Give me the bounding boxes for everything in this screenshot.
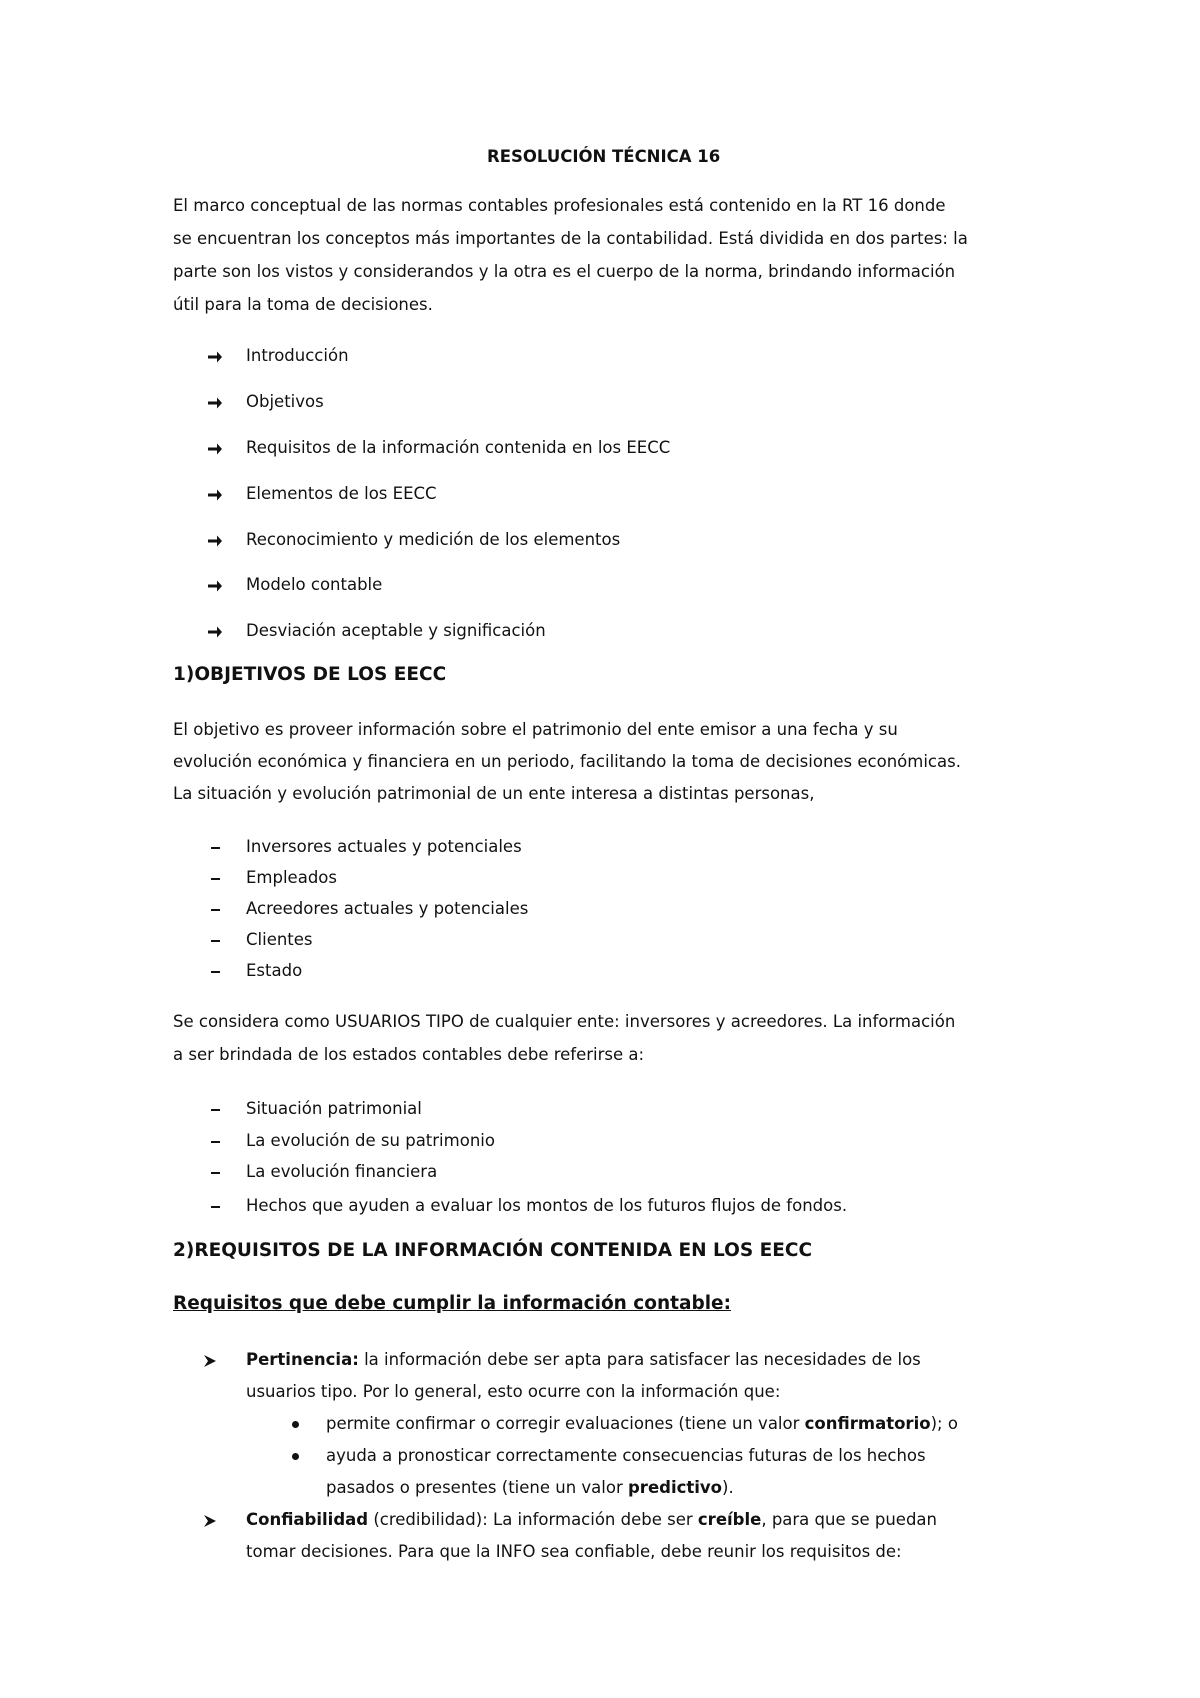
arrow-right-icon xyxy=(207,625,223,639)
toc-item: Elementos de los EECC xyxy=(246,484,437,503)
section-heading: 1)OBJETIVOS DE LOS EECC xyxy=(173,664,447,685)
user-item: Empleados xyxy=(246,868,337,887)
dash-bullet xyxy=(211,971,220,973)
topic-item: Situación patrimonial xyxy=(246,1099,422,1118)
text: ). xyxy=(722,1478,734,1497)
intro-line: se encuentran los conceptos más importantes de la contabilidad. Está dividida en dos partes: la xyxy=(173,229,968,248)
toc-item: Requisitos de la información contenida en los EECC xyxy=(246,438,671,457)
section1-line: La situación y evolución patrimonial de un ente interesa a distintas personas, xyxy=(173,784,815,803)
intro-line: útil para la toma de decisiones. xyxy=(173,295,433,314)
user-item: Acreedores actuales y potenciales xyxy=(246,899,529,918)
pertinencia-line: usuarios tipo. Por lo general, esto ocurre con la información que: xyxy=(246,1382,781,1401)
section1-line: El objetivo es proveer información sobre el patrimonio del ente emisor a una fecha y su xyxy=(173,720,898,739)
text: permite confirmar o corregir evaluaciones (tiene un valor xyxy=(326,1414,805,1433)
page-title: RESOLUCIÓN TÉCNICA 16 xyxy=(487,147,721,166)
arrow-right-icon xyxy=(207,579,223,593)
text: (credibilidad): La información debe ser xyxy=(368,1510,698,1529)
dash-bullet xyxy=(211,1172,220,1174)
dash-bullet xyxy=(211,1206,220,1208)
pertinencia-line xyxy=(246,1345,921,1375)
user-item: Inversores actuales y potenciales xyxy=(246,837,522,856)
text: ); o xyxy=(930,1414,958,1433)
toc-item: Reconocimiento y medición de los elementos xyxy=(246,530,621,549)
term-label: Pertinencia: xyxy=(246,1350,359,1369)
user-item: Estado xyxy=(246,961,303,980)
topic-item: La evolución financiera xyxy=(246,1162,438,1181)
toc-item: Modelo contable xyxy=(246,575,383,594)
pertinencia-bullet: ayuda a pronosticar correctamente consecuencias futuras de los hechos xyxy=(326,1446,926,1465)
arrow-right-icon xyxy=(207,350,223,364)
toc-item: Desviación aceptable y significación xyxy=(246,621,546,640)
intro-line: El marco conceptual de las normas contables profesionales está contenido en la RT 16 donde xyxy=(173,196,946,215)
term-label: Confiabilidad xyxy=(246,1510,369,1529)
arrow-right-icon xyxy=(207,396,223,410)
dash-bullet xyxy=(211,909,220,911)
confiabilidad-line xyxy=(246,1505,937,1535)
user-item: Clientes xyxy=(246,930,313,949)
pertinencia-bullet xyxy=(326,1473,734,1503)
topic-item: La evolución de su patrimonio xyxy=(246,1131,495,1150)
arrow-right-icon xyxy=(207,442,223,456)
emphasis: creíble xyxy=(697,1510,762,1529)
section1-line: evolución económica y financiera en un periodo, facilitando la toma de decisiones económicas. xyxy=(173,752,961,771)
subheading: Requisitos que debe cumplir la información contable: xyxy=(173,1293,731,1314)
chevron-right-icon xyxy=(203,1354,217,1368)
pertinencia-bullet xyxy=(326,1409,958,1439)
dash-bullet xyxy=(211,878,220,880)
dash-bullet xyxy=(211,940,220,942)
arrow-right-icon xyxy=(207,488,223,502)
dash-bullet xyxy=(211,1141,220,1143)
toc-item: Objetivos xyxy=(246,392,324,411)
intro-line: parte son los vistos y considerandos y la otra es el cuerpo de la norma, brindando información xyxy=(173,262,956,281)
topic-item: Hechos que ayuden a evaluar los montos de los futuros flujos de fondos. xyxy=(246,1196,848,1215)
toc-item: Introducción xyxy=(246,346,349,365)
bullet-dot xyxy=(292,1453,299,1460)
section1-line: a ser brindada de los estados contables debe referirse a: xyxy=(173,1045,645,1064)
section-heading: 2)REQUISITOS DE LA INFORMACIÓN CONTENIDA EN LOS EECC xyxy=(173,1240,813,1261)
section1-line: Se considera como USUARIOS TIPO de cualquier ente: inversores y acreedores. La información xyxy=(173,1012,956,1031)
dash-bullet xyxy=(211,1109,220,1111)
bullet-dot xyxy=(292,1421,299,1428)
arrow-right-icon xyxy=(207,534,223,548)
confiabilidad-line: tomar decisiones. Para que la INFO sea confiable, debe reunir los requisitos de: xyxy=(246,1542,902,1561)
text: la información debe ser apta para satisfacer las necesidades de los xyxy=(358,1350,921,1369)
dash-bullet xyxy=(211,847,220,849)
emphasis: predictivo xyxy=(628,1478,723,1497)
chevron-right-icon xyxy=(203,1514,217,1528)
text: , para que se puedan xyxy=(761,1510,937,1529)
emphasis: confirmatorio xyxy=(804,1414,931,1433)
text: pasados o presentes (tiene un valor xyxy=(326,1478,628,1497)
